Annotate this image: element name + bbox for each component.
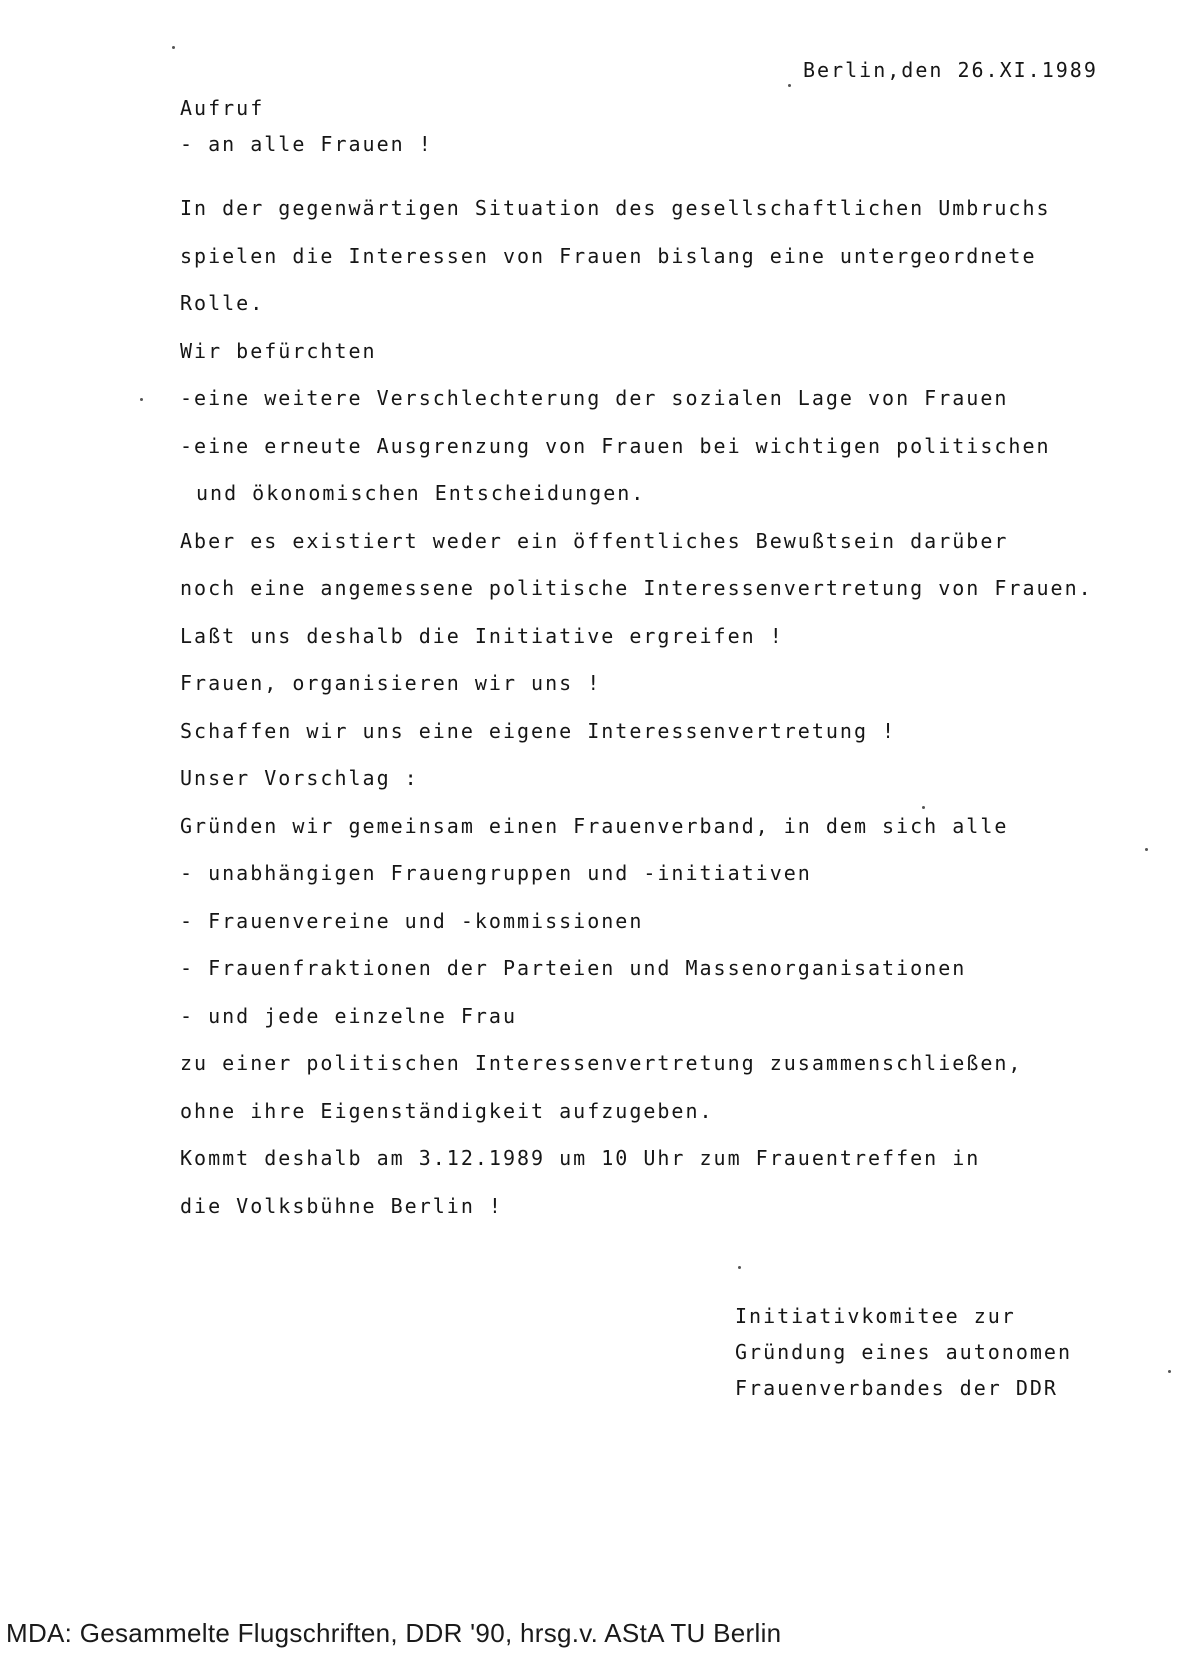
- document-date: Berlin,den 26.XI.1989: [803, 58, 1098, 82]
- scan-speck: [922, 806, 925, 809]
- document-body: [180, 196, 1093, 1241]
- body-line: Aber es existiert weder ein öffentliches Bewußtsein darüber: [180, 528, 1009, 553]
- body-line: Laßt uns deshalb die Initiative ergreifen !: [180, 623, 784, 648]
- body-line: Schaffen wir uns eine eigene Interessenvertretung !: [180, 718, 897, 743]
- signature-line: Frauenverbandes der DDR: [735, 1376, 1058, 1400]
- body-line: spielen die Interessen von Frauen bislang eine untergeordnete: [180, 243, 1037, 268]
- signature-block: [735, 1304, 1072, 1412]
- body-line: zu einer politischen Interessenvertretung zusammenschließen,: [180, 1051, 1023, 1075]
- body-line: - unabhängigen Frauengruppen und -initiativen: [180, 861, 812, 885]
- body-line: noch eine angemessene politische Interessenvertretung von Frauen.: [180, 576, 1093, 600]
- scan-speck: [738, 1266, 741, 1269]
- signature-line: Initiativkomitee zur: [735, 1304, 1016, 1328]
- document-subtitle: - an alle Frauen !: [180, 132, 433, 156]
- scan-speck: [172, 46, 175, 49]
- scan-speck: [1168, 1370, 1171, 1373]
- signature-line: Gründung eines autonomen: [735, 1340, 1072, 1364]
- body-line: - Frauenfraktionen der Parteien und Massenorganisationen: [180, 956, 967, 980]
- body-line: die Volksbühne Berlin !: [180, 1193, 503, 1218]
- body-line: - Frauenvereine und -kommissionen: [180, 908, 644, 933]
- source-footer: MDA: Gesammelte Flugschriften, DDR '90, hrsg.v. AStA TU Berlin: [6, 1618, 782, 1648]
- scan-speck: [788, 84, 791, 87]
- body-line: und ökonomischen Entscheidungen.: [196, 481, 646, 505]
- scan-speck: [140, 398, 143, 401]
- body-line: ohne ihre Eigenständigkeit aufzugeben.: [180, 1098, 714, 1123]
- body-line: Gründen wir gemeinsam einen Frauenverband, in dem sich alle: [180, 813, 1009, 838]
- body-line: In der gegenwärtigen Situation des gesellschaftlichen Umbruchs: [180, 196, 1051, 220]
- body-line: Frauen, organisieren wir uns !: [180, 671, 602, 695]
- body-line: - und jede einzelne Frau: [180, 1003, 517, 1028]
- body-line: Kommt deshalb am 3.12.1989 um 10 Uhr zum Frauentreffen in: [180, 1146, 981, 1170]
- body-line: -eine weitere Verschlechterung der sozialen Lage von Frauen: [180, 386, 1009, 410]
- body-line: Rolle.: [180, 291, 265, 315]
- scan-speck: [1145, 848, 1148, 851]
- document-title: Aufruf: [180, 96, 265, 120]
- body-line: Unser Vorschlag :: [180, 766, 419, 790]
- body-line: -eine erneute Ausgrenzung von Frauen bei wichtigen politischen: [180, 433, 1051, 458]
- body-line: Wir befürchten: [180, 338, 377, 363]
